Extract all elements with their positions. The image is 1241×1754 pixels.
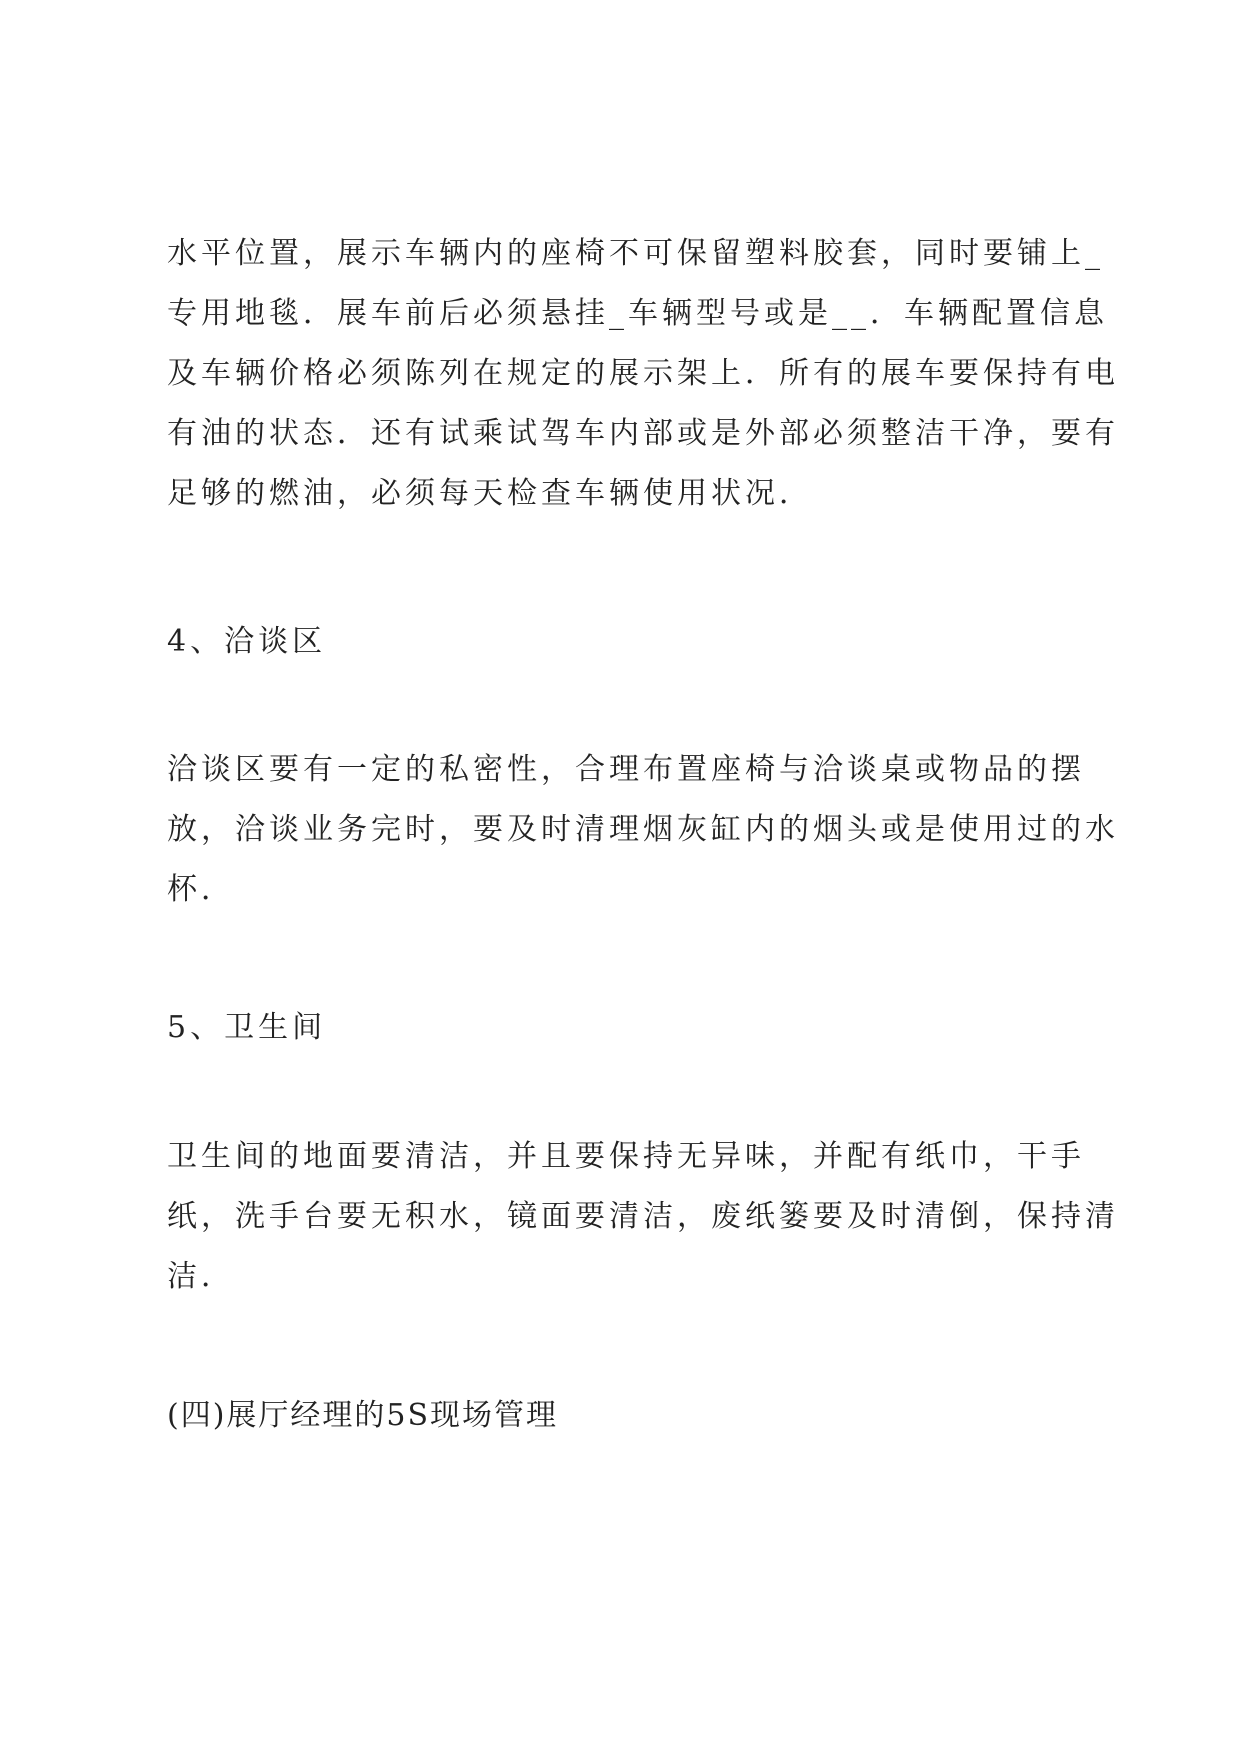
text-line: 专用地毯．展车前后必须悬挂_车辆型号或是__．车辆配置信息 (167, 296, 1108, 331)
text-line: 水平位置，展示车辆内的座椅不可保留塑料胶套，同时要铺上_ (167, 236, 1104, 271)
text-line: 洁． (167, 1259, 235, 1294)
heading-restroom: 5、卫生间 (167, 1010, 327, 1045)
heading-negotiation-area: 4、洽谈区 (167, 624, 327, 659)
text-line: 卫生间的地面要清洁，并且要保持无异味，并配有纸巾，干手 (167, 1139, 1085, 1174)
paragraph-negotiation-area (167, 740, 1119, 920)
text-line: 有油的状态．还有试乘试驾车内部或是外部必须整洁干净，要有 (167, 416, 1119, 451)
text-line: 及车辆价格必须陈列在规定的展示架上．所有的展车要保持有电 (167, 356, 1119, 391)
text-line: 纸，洗手台要无积水，镜面要清洁，废纸篓要及时清倒，保持清 (167, 1199, 1119, 1234)
text-line: 杯． (167, 872, 235, 907)
text-line: 足够的燃油，必须每天检查车辆使用状况． (167, 476, 813, 511)
paragraph-restroom (167, 1127, 1119, 1307)
paragraph-showroom-vehicles (167, 224, 1119, 524)
text-line: 放，洽谈业务完时，要及时清理烟灰缸内的烟头或是使用过的水 (167, 812, 1119, 847)
text-line: 洽谈区要有一定的私密性，合理布置座椅与洽谈桌或物品的摆 (167, 752, 1085, 787)
section-heading-5s-management: (四)展厅经理的5S现场管理 (167, 1398, 559, 1433)
